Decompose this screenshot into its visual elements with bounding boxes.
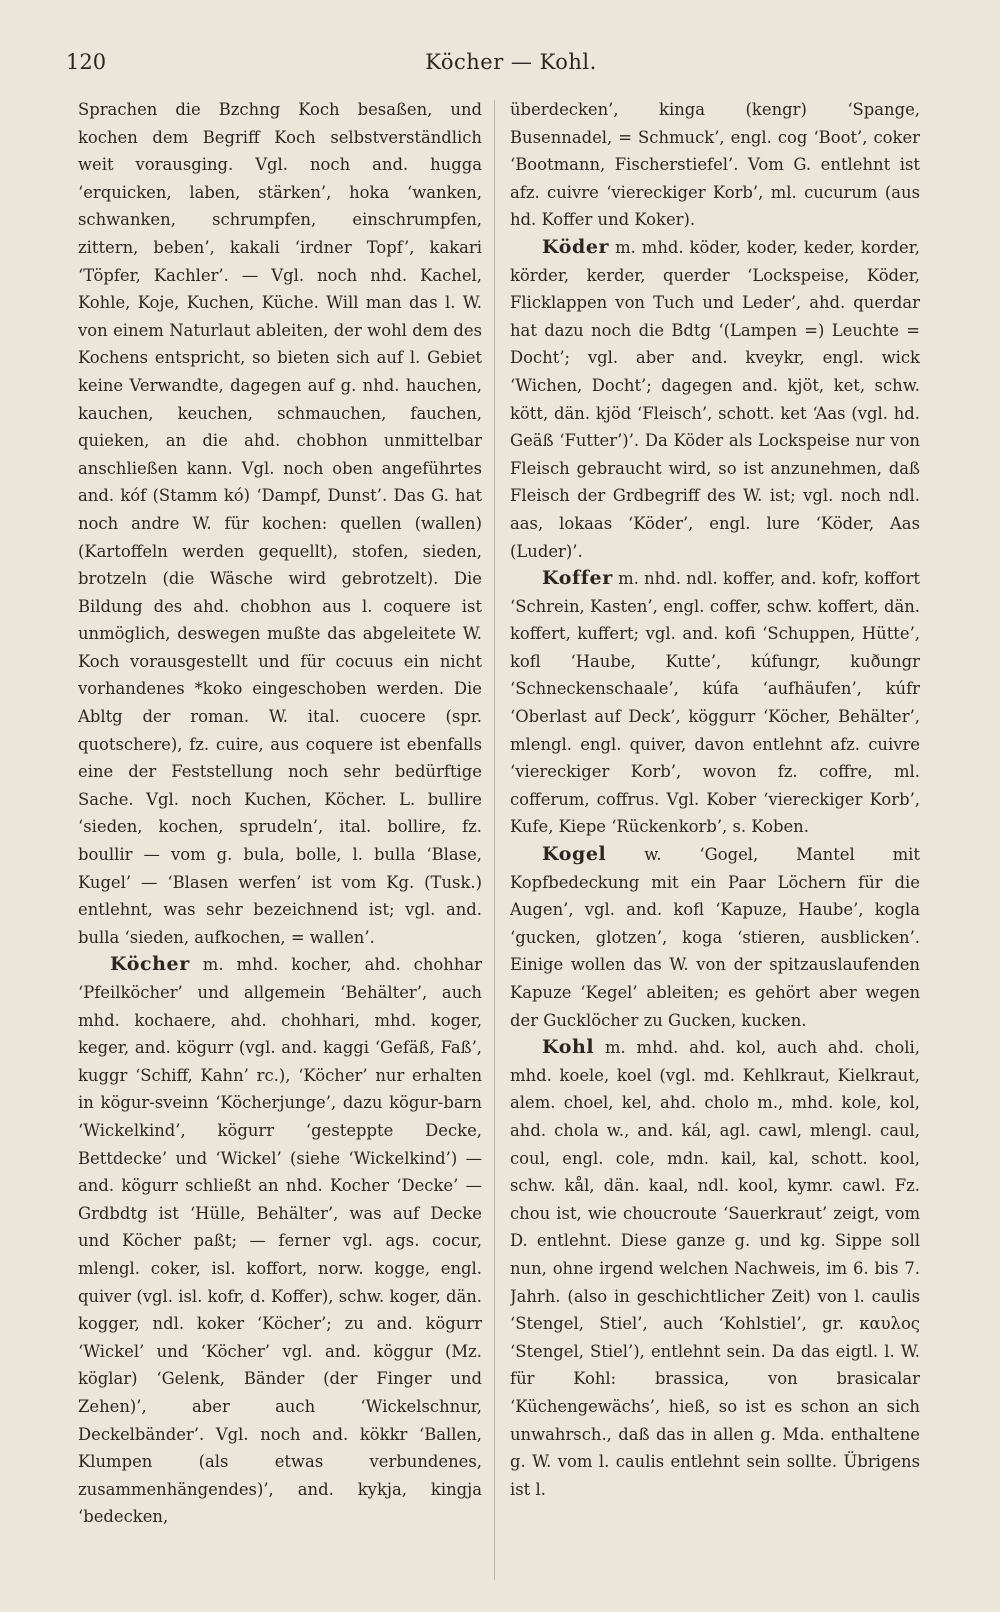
headword-koffer: Koffer bbox=[542, 567, 613, 590]
headword-kogel: Kogel bbox=[542, 843, 607, 866]
entry-kohl bbox=[510, 1034, 920, 1503]
page-header bbox=[62, 46, 960, 80]
page-number: 120 bbox=[66, 50, 107, 74]
headword-koeder: Köder bbox=[542, 235, 610, 258]
entry-text-kohl: m. mhd. ahd. kol, auch ahd. choli, mhd. koele, koel (vgl. md. Kehlkraut, Kielkraut, alem. choel, kel, ahd. cholo m., mhd. kole, kol, ahd. chola w., and. kál, agl. cawl, mlengl. caul, coul, engl. cole, mdn. kail, kal, schott. kool, schw. kål, dän. kaal, ndl. kool, kymr. cawl. Fz. chou ist, wie choucroute ‘Sauerkraut’ zeigt, vom D. entlehnt. Diese ganze g. und kg. Sippe soll nun, ohne irgend welchen Nachweis, im 6. bis 7. Jahrh. (also in geschichtlicher Zeit) von l. caulis ‘Stengel, Stiel’, auch ‘Kohlstiel’, gr. καυλος ‘Stengel, Stiel’), entlehnt sein. Da das eigtl. l. W. für Kohl: brassica, von brasicalar ‘Küchengewächs’, hieß, so ist es schon an sich unwahrsch., daß das in allen g. Mda. enthaltene g. W. vom l. caulis entlehnt sein sollte. Übrigens ist l. bbox=[510, 1038, 920, 1499]
headword-koecher: Köcher bbox=[110, 953, 190, 976]
continued-paragraph: Sprachen die Bzchng Koch besaßen, und kochen dem Begriff Koch selbstverständlich weit vorausging. Vgl. noch and. hugga ‘erquicken, laben, stärken’, hoka ‘wanken, schwanken, schrumpfen, einschrumpfen, zittern, beben’, kakali ‘irdner Topf’, kakari ‘Töpfer, Kachler’. — Vgl. noch nhd. Kachel, Kohle, Koje, Kuchen, Küche. Will man das l. W. von einem Naturlaut ableiten, der wohl dem des Kochens entspricht, so bieten sich auf l. Gebiet keine Verwandte, dagegen auf g. nhd. hauchen, kauchen, keuchen, schmauchen, fauchen, quieken, an die ahd. chobhon unmittelbar anschließen kann. Vgl. noch oben angeführtes and. kóf (Stamm kó) ‘Dampf, Dunst’. Das G. hat noch andre W. für kochen: quellen (wallen) (Kartoffeln werden gequellt), stofen, sieden, brotzeln (die Wäsche wird gebrotzelt). Die Bildung des ahd. chobhon aus l. coquere ist unmöglich, deswegen mußte das abgeleitete W. Koch vorausgestellt und für cocuus ein nicht vorhandenes *koko eingeschoben werden. Die Abltg der roman. W. ital. cuocere (spr. quotschere), fz. cuire, aus coquere ist ebenfalls eine der Feststellung noch sehr bedürftige Sache. Vgl. noch Kuchen, Köcher. L. bullire ‘sieden, kochen, sprudeln’, ital. bollire, fz. boullir — vom g. bula, bolle, l. bulla ‘Blase, Kugel’ — ‘Blasen werfen’ ist vom Kg. (Tusk.) entlehnt, was sehr bezeichnend ist; vgl. and. bulla ‘sieden, aufkochen, = wallen’. bbox=[78, 100, 482, 947]
entry-text-koecher: m. mhd. kocher, ahd. chohhar ‘Pfeilköcher’ und allgemein ‘Behälter’, auch mhd. kochaere, ahd. chohhari, mhd. koger, keger, and. kögurr (vgl. and. kaggi ‘Gefäß, Faß’, kuggr ‘Schiff, Kahn’ rc.), ‘Köcher’ nur erhalten in kögur-sveinn ‘Köcherjunge’, dazu kögur-barn ‘Wickelkind’, kögurr ‘gesteppte Decke, Bettdecke’ und ‘Wickel’ (siehe ‘Wickelkind’) — and. kögurr schließt an nhd. Kocher ‘Decke’ — Grdbdtg ist ‘Hülle, Behälter’, was auf Decke und Köcher paßt; — ferner vgl. ags. cocur, mlengl. coker, isl. koffort, norw. kogge, engl. quiver (vgl. isl. kofr, d. Koffer), schw. koger, dän. kogger, ndl. koker ‘Köcher’; zu and. kögurr ‘Wickel’ und ‘Köcher’ vgl. and. köggur (Mz. köglar) ‘Gelenk, Bänder (der Finger und Zehen)’, aber auch ‘Wickelschnur, Deckelbänder’. Vgl. noch and. kökkr ‘Ballen, Klumpen (als etwas verbundenes, zusammenhängendes)’, and. kykja, kingja ‘bedecken, bbox=[78, 955, 482, 1527]
entry-text-koeder: m. mhd. köder, koder, keder, korder, körder, kerder, querder ‘Lockspeise, Köder, Flicklappen von Tuch und Leder’, ahd. querdar hat dazu noch die Bdtg ‘(Lampen =) Leuchte = Docht’; vgl. aber and. kveykr, engl. wick ‘Wichen, Docht’; dagegen and. kjöt, ket, schw. kött, dän. kjöd ‘Fleisch’, schott. ket ‘Aas (vgl. hd. Geäß ‘Futter’)’. Da Köder als Lockspeise nur von Fleisch gebraucht wird, so ist anzunehmen, daß Fleisch der Grdbegriff des W. ist; vgl. noch ndl. aas, lokaas ‘Köder’, engl. lure ‘Köder, Aas (Luder)’. bbox=[510, 237, 920, 561]
right-column bbox=[510, 96, 920, 1576]
column-divider bbox=[494, 100, 495, 1580]
headword-kohl: Kohl bbox=[542, 1036, 595, 1059]
entry-text-kogel: w. ‘Gogel, Mantel mit Kopfbedeckung mit ein Paar Löchern für die Augen’, vgl. and. kofl ‘Kapuze, Haube’, kogla ‘gucken, glotzen’, koga ‘stieren, ausblicken’. Einige wollen das W. von der spitzauslaufenden Kapuze ‘Kegel’ ableiten; es gehört aber wegen der Gucklöcher zu Gucken, kucken. bbox=[510, 845, 920, 1030]
continued-paragraph-right: überdecken’, kinga (kengr) ‘Spange, Busennadel, = Schmuck’, engl. cog ‘Boot’, coker ‘Bootmann, Fischerstiefel’. Vom G. entlehnt ist afz. cuivre ‘viereckiger Korb’, ml. cucurum (aus hd. Koffer und Koker). bbox=[510, 100, 920, 230]
running-head: Köcher — Kohl. bbox=[425, 50, 597, 74]
left-column bbox=[78, 96, 482, 1576]
entry-koecher bbox=[78, 951, 482, 1530]
entry-koffer bbox=[510, 565, 920, 841]
entry-koeder bbox=[510, 234, 920, 565]
entry-text-koffer: m. nhd. ndl. koffer, and. kofr, koffort ‘Schrein, Kasten’, engl. coffer, schw. koffert, dän. koffert, kuffert; vgl. and. kofi ‘Schuppen, Hütte’, kofl ‘Haube, Kutte’, kúfungr, kuðungr ‘Schneckenschaale’, kúfa ‘aufhäufen’, kúfr ‘Oberlast auf Deck’, köggurr ‘Köcher, Behälter’, mlengl. engl. quiver, davon entlehnt afz. cuivre ‘viereckiger Korb’, wovon fz. coffre, ml. cofferum, coffrus. Vgl. Kober ‘viereckiger Korb’, Kufe, Kiepe ‘Rückenkorb’, s. Koben. bbox=[510, 569, 920, 837]
entry-kogel bbox=[510, 841, 920, 1034]
